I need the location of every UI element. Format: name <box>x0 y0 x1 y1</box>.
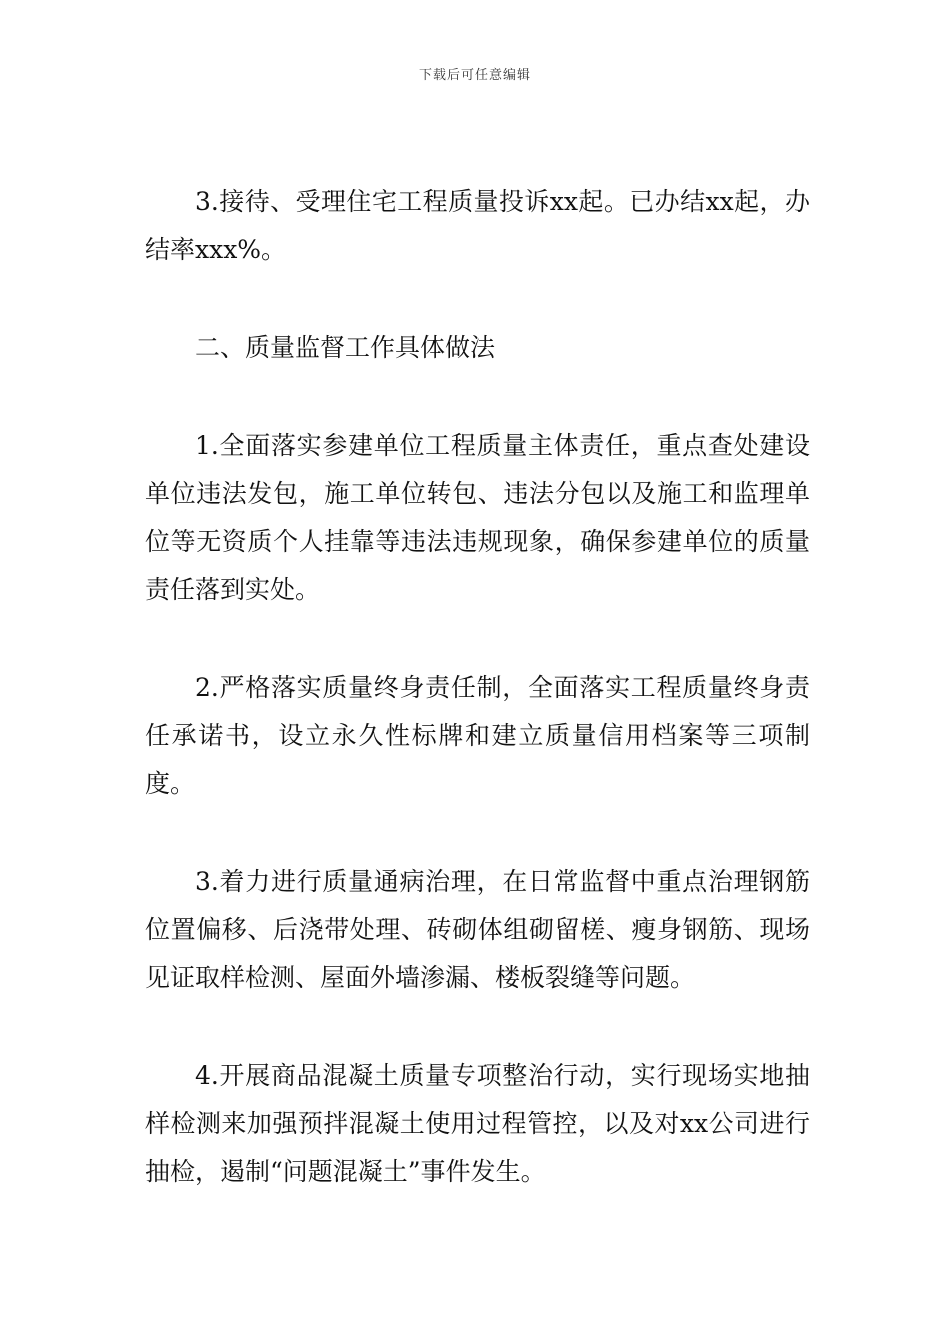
paragraph-item-1: 1.全面落实参建单位工程质量主体责任，重点查处建设单位违法发包，施工单位转包、违法分包以及施工和监理单位等无资质个人挂靠等违法违规现象，确保参建单位的质量责任落到实处。 <box>145 431 810 604</box>
paragraph-item-4: 4.开展商品混凝土质量专项整治行动，实行现场实地抽样检测来加强预拌混凝土使用过程管控，以及对xx公司进行抽检，遏制“问题混凝土”事件发生。 <box>145 1061 810 1186</box>
document-body <box>145 178 810 1196</box>
paragraph-item-3: 3.着力进行质量通病治理，在日常监督中重点治理钢筋位置偏移、后浇带处理、砖砌体组砌留槎、瘦身钢筋、现场见证取样检测、屋面外墙渗漏、楼板裂缝等问题。 <box>145 867 810 992</box>
paragraph-item-2: 2.严格落实质量终身责任制，全面落实工程质量终身责任承诺书，设立永久性标牌和建立质量信用档案等三项制度。 <box>145 673 810 798</box>
header-note: 下载后可任意编辑 <box>418 68 531 83</box>
section-heading: 二、质量监督工作具体做法 <box>195 333 496 362</box>
paragraph-complaints: 3.接待、受理住宅工程质量投诉xx起。已办结xx起，办结率xxx%。 <box>145 187 810 264</box>
